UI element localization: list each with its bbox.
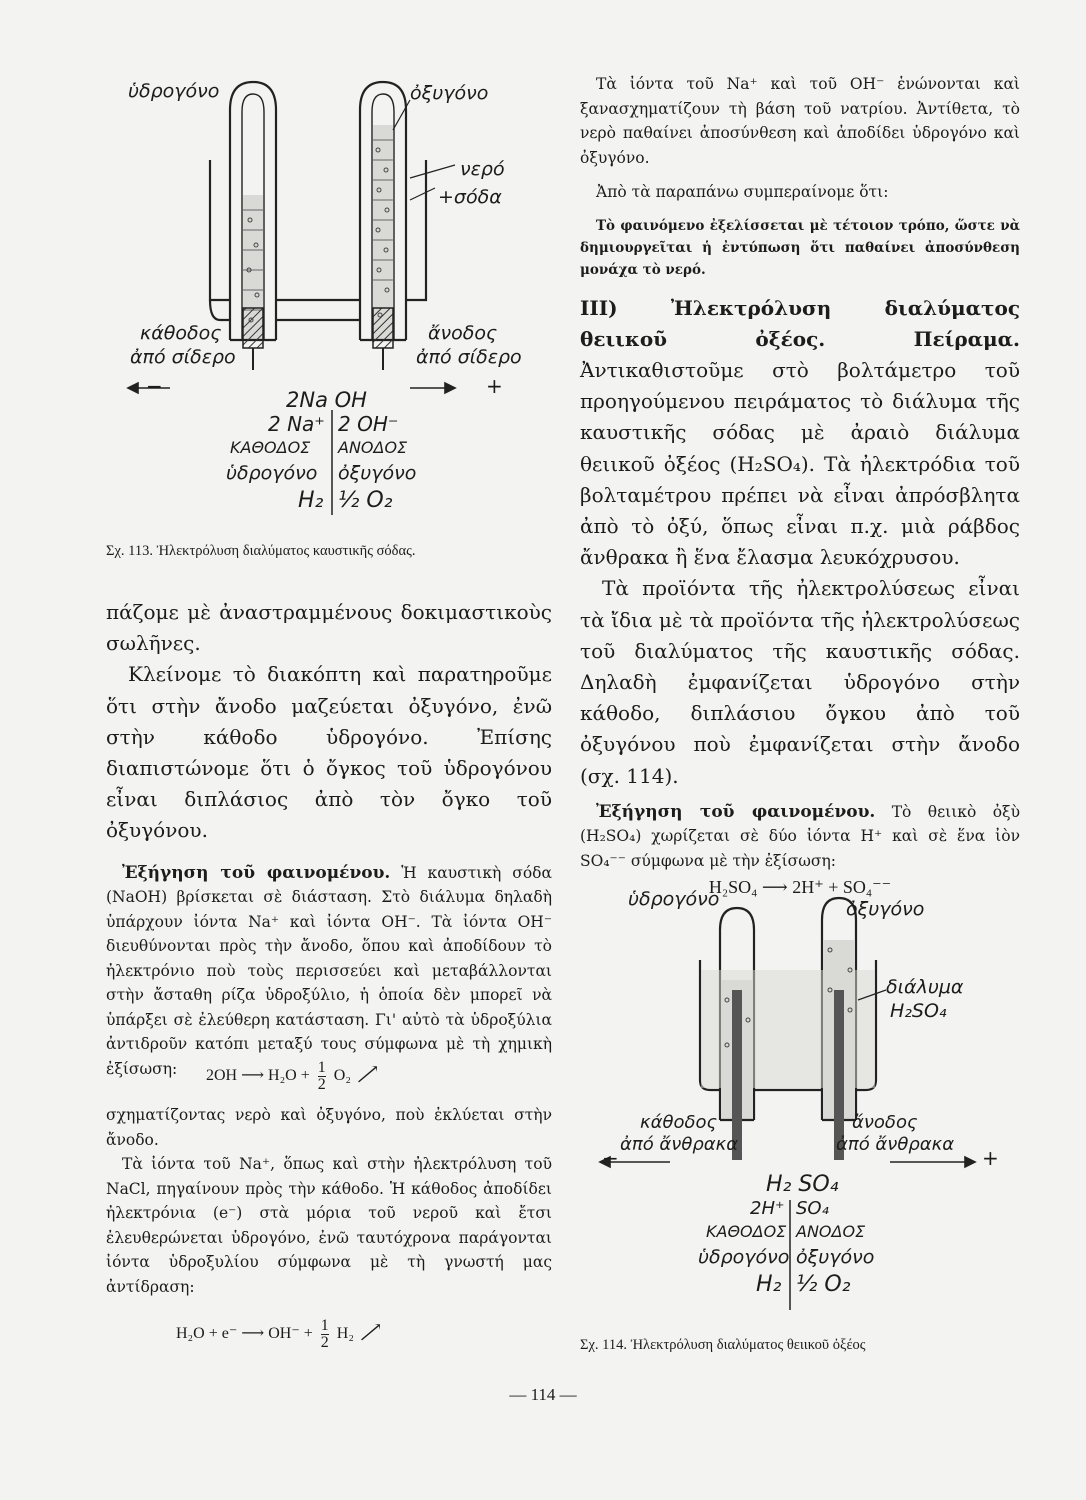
fig114-scheme-h2: H₂ [756, 1272, 782, 1297]
fig114-solution-formula: H₂SO₄ [890, 1000, 947, 1022]
fig114-plus-sign: + [982, 1146, 999, 1170]
fig113-scheme-oxygen: ὀξυγόνο [338, 462, 417, 484]
equation-3: H₂SO₄ ⟶ 2H⁺ + SO₄⁻⁻ [708, 877, 892, 898]
fig113-water-label: νερό [460, 158, 505, 180]
eq2-fraction [321, 1318, 329, 1351]
fig114-scheme-anion: SO₄ [796, 1198, 829, 1219]
eq2-frac-den: 2 [320, 1334, 329, 1351]
section-iii-body: Ἀντικαθιστοῦμε στὸ βολτάμετρο τοῦ προηγούμενου πειράματος τὸ διάλυμα τῆς καυστικῆς σόδας μὲ ἀραιὸ διάλυμα θειικοῦ ὀξέος (H₂SO₄). Τὰ ἠλεκτρόδια τοῦ βολταμέτρου πρέπει νὰ εἶναι ἀπρόσβλητα ἀπὸ τὸ ὀξύ, ὅπως εἶναι π.χ. μιὰ ράβδος ἄνθρακα ἢ ἕνα ἔλασμα λευκόχρυσου. [580, 357, 1020, 570]
fig113-hydrogen-label: ὑδρογόνο [128, 80, 220, 102]
fig113-oxygen-label: ὀξυγόνο [410, 82, 489, 104]
eq1-rhs1: H₂O + [268, 1067, 310, 1085]
eq1-rhs2: O₂ [333, 1067, 351, 1085]
eq2-arrow-icon: ⟶ [241, 1325, 269, 1343]
right-paragraph-2: Ἀπὸ τὰ παραπάνω συμπεραίνομε ὅτι: [596, 183, 889, 201]
equation-2 [176, 1316, 387, 1351]
left-column [106, 597, 552, 1081]
fig113-anode-material: ἀπό σίδερο [416, 346, 522, 368]
fig114-oxygen-label: ὀξυγόνο [846, 898, 925, 920]
fig113-scheme-h2: H₂ [298, 488, 324, 513]
eq2-lhs: H₂O + e⁻ [176, 1325, 238, 1343]
eq2-rhs2: H₂ [336, 1325, 354, 1343]
fig114-cathode-material: ἀπό ἄνθρακα [620, 1134, 739, 1155]
eq2-frac-num: 1 [320, 1317, 329, 1334]
fig114-cathode-label: κάθοδος [640, 1112, 718, 1133]
left-explanation-body: Ἡ καυστικὴ σόδα (NaOH) βρίσκεται σὲ διάσταση. Στὸ διάλυμα δηλαδὴ ὑπάρχουν ἰόντα Na⁺ καὶ ἰόντα OH⁻. Τὰ ἰόντα OH⁻ διευθύνονται πρὸς τὴν ἄνοδο, ὅπου καὶ ἀποδίδουν τὸ ἠλεκτρόνιο ποὺ τοὺς περισσεύει καὶ μεταβάλλονται στὴν ἄσταθη ρίζα ὑδροξύλιο, ἡ ὁποία δὲν μπορεῖ νὰ ὑπάρξει σὲ ἐλεύθερη κατάσταση. Γι' αὐτὸ τὰ ὑδροξύλια ἀντιδροῦν κατόπι μεταξύ τους σύμφωνα μὲ τὴ χημικὴ ἐξίσωση: [106, 863, 552, 1078]
left-paragraph-1: πάζομε μὲ ἀναστραμμένους δοκιμαστικοὺς σωλῆνες. [106, 600, 552, 656]
page-number: — 114 — [509, 1385, 577, 1404]
fig114-scheme-compound: H₂ SO₄ [766, 1172, 839, 1197]
fig114-scheme-cathode: ΚΑΘΟΔΟΣ [706, 1222, 787, 1241]
left-paragraph-5: Τὰ ἰόντα τοῦ Na⁺, ὅπως καὶ στὴν ἠλεκτρόλυση τοῦ NaCl, πηγαίνουν πρὸς τὴν κάθοδο. Ἡ κάθοδος ἀποδίδει ἠλεκτρόνια (e⁻) στὰ μόρια τοῦ νεροῦ καὶ ἔτσι ἐλευθερώνεται ὑδρογόνο, ἐνῶ ταυτόχρονα παράγονται ἰόντα ὑδροξυλίου σύμφωνα μὲ τὴ γνωστή μας ἀντίδραση: [106, 1155, 552, 1296]
fig114-scheme-hydrogen: ὑδρογόνο [698, 1246, 790, 1268]
left-paragraph-4: σχηματίζοντας νερὸ καὶ ὀξυγόνο, ποὺ ἐκλύεται στὴν ἄνοδο. [106, 1106, 552, 1149]
eq1-frac-den: 2 [317, 1076, 326, 1093]
fig113-scheme-compound: 2Na OH [286, 388, 367, 412]
left-paragraph-3 [106, 861, 552, 1085]
fig114-minus-sign: − [602, 1146, 619, 1170]
fig113-cathode-material: ἀπό σίδερο [130, 346, 236, 368]
right-explanation-heading: Ἐξήγηση τοῦ φαινομένου. [596, 801, 876, 822]
fig114-anode-material: ἀπό ἄνθρακα [836, 1134, 955, 1155]
right-conclusion: Τὸ φαινόμενο ἐξελίσσεται μὲ τέτοιον τρόπο, ὥστε νὰ δημιουργεῖται ἡ ἐντύπωση ὅτι παθαίνει ἀποσύνθεση μονάχα τὸ νερό. [580, 217, 1020, 278]
left-paragraph-2: Κλείνομε τὸ διακόπτη καὶ παρατηροῦμε ὅτι στὴν ἄνοδο μαζεύεται ὀξυγόνο, ἐνῶ στὴν κάθοδο ὑδρογόνο. Ἐπίσης διαπιστώνομε ὅτι ὁ ὄγκος τοῦ ὑδρογόνου εἶναι διπλάσιος ἀπὸ τὸν ὄγκο τοῦ ὀξυγόνου. [106, 662, 552, 843]
fig113-scheme-o2: ½ O₂ [338, 488, 393, 513]
fig113-scheme-anode: ΑΝΟΔΟΣ [338, 438, 408, 457]
fig114-scheme-anode: ΑΝΟΔΟΣ [796, 1222, 866, 1241]
eq1-gas-arrow-icon: ⟶ [351, 1058, 384, 1091]
right-paragraph-1: Τὰ ἰόντα τοῦ Na⁺ καὶ τοῦ OH⁻ ἑνώνονται καὶ ξανασχηματίζουν τὴ βάση τοῦ νατρίου. Ἀντίθετα, τὸ νερὸ παθαίνει ἀποσύνθεση καὶ ἀποδίδει ὑδρογόνο καὶ ὀξυγόνο. [580, 75, 1020, 167]
fig113-cathode-label: κάθοδος [140, 322, 222, 344]
left-column-lower [106, 1103, 552, 1299]
fig113-scheme-cation: 2 Na⁺ [268, 412, 325, 436]
equation-1 [206, 1058, 384, 1093]
eq1-arrow-icon: ⟶ [241, 1067, 269, 1085]
eq2-gas-arrow-icon: ⟶ [354, 1316, 387, 1349]
fig113-scheme-hydrogen: ὑδρογόνο [226, 462, 318, 484]
fig114-hydrogen-label: ὑδρογόνο [628, 888, 720, 910]
figure-114 [590, 880, 1030, 1320]
right-explanation-body: Τὸ θειικὸ ὀξὺ (H₂SO₄) χωρίζεται σὲ δύο ἰόντα H⁺ καὶ σὲ ἕνα ἰὸν SO₄⁻⁻ σύμφωνα μὲ τὴν ἐξίσωση: [580, 802, 1020, 870]
figure-113-drawing [110, 70, 550, 540]
fig113-plus-sign: + [486, 374, 503, 398]
eq2-rhs1: OH⁻ + [268, 1325, 313, 1343]
fig113-soda-label: +σόδα [438, 186, 502, 208]
fig114-scheme-cation: 2H⁺ [750, 1198, 785, 1219]
fig113-minus-sign: − [146, 374, 163, 398]
eq1-lhs: 2OH [206, 1067, 238, 1085]
figure-113 [110, 70, 550, 540]
fig114-solution-label: διάλυμα [886, 976, 964, 998]
figure-113-caption: Σχ. 113. Ἠλεκτρόλυση διαλύματος καυστικῆς σόδας. [106, 543, 416, 559]
right-section-iii [580, 293, 1020, 574]
fig114-scheme-o2: ½ O₂ [796, 1272, 851, 1297]
fig113-scheme-cathode: ΚΑΘΟΔΟΣ [230, 438, 311, 457]
right-column [580, 72, 1020, 898]
right-paragraph-4: Τὰ προϊόντα τῆς ἠλεκτρολύσεως εἶναι τὰ ἴδια μὲ τὰ προϊόντα τῆς ἠλεκτρολύσεως τοῦ διαλύματος τῆς καυστικῆς σόδας. Δηλαδὴ ἐμφανίζεται ὑδρογόνο στὴν κάθοδο, διπλάσιου ὄγκου ἀπὸ τοῦ ὀξυγόνου ποὺ ἐμφανίζεται στὴν ἄνοδο (σχ. 114). [580, 576, 1020, 788]
eq1-fraction [318, 1060, 326, 1093]
fig114-scheme-oxygen: ὀξυγόνο [796, 1246, 875, 1268]
figure-114-caption: Σχ. 114. Ἠλεκτρόλυση διαλύματος θειικοῦ ὀξέος [580, 1337, 866, 1353]
eq1-frac-num: 1 [317, 1059, 326, 1076]
fig113-scheme-anion: 2 OH⁻ [338, 412, 399, 436]
right-paragraph-5 [580, 800, 1020, 874]
fig114-anode-label: ἄνοδος [852, 1112, 918, 1133]
fig113-anode-label: ἄνοδος [428, 322, 498, 344]
left-explanation-heading: Ἐξήγηση τοῦ φαινομένου. [122, 862, 391, 883]
section-iii-heading: III) Ἠλεκτρόλυση διαλύματος θειικοῦ ὀξέος. Πείραμα. [580, 295, 1020, 351]
